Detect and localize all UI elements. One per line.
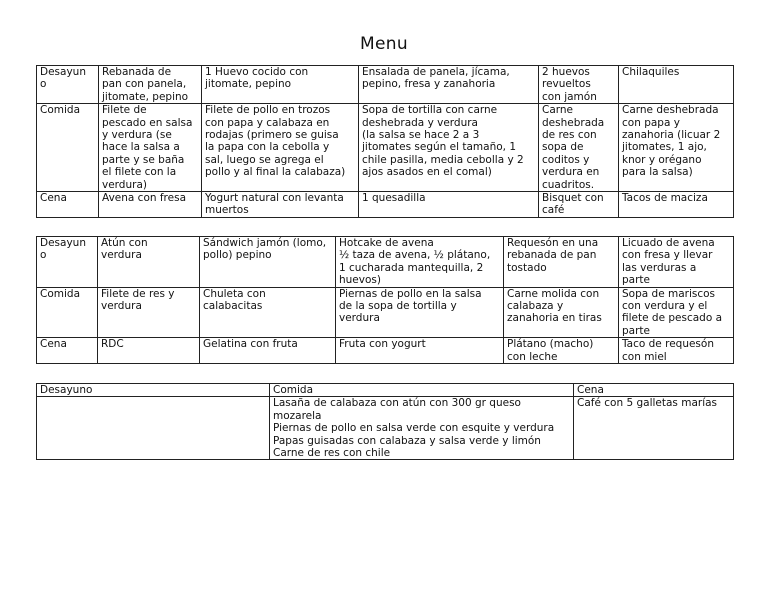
row-label-comida: Comida [37, 287, 98, 338]
row-cena [37, 338, 734, 364]
meal-cell: Sopa de tortilla con carne deshebrada y verdura (la salsa se hace 2 a 3 jitomates según el tamaño, 1 chile pasilla, media cebolla y 2 ajos asados en el comal) [359, 104, 539, 192]
meal-cell: Chilaquiles [619, 66, 734, 104]
row-label-cena: Cena [37, 338, 98, 364]
row-comida [37, 104, 734, 192]
meal-cell: Filete de res y verdura [98, 287, 200, 338]
meal-cell: Carne molida con calabaza y zanahoria en tiras [504, 287, 619, 338]
meal-cell: Carne deshebrada con papa y zanahoria (licuar 2 jitomates, 1 ajo, knor y orégano para la salsa) [619, 104, 734, 192]
row-label-comida: Comida [37, 104, 99, 192]
meal-cell: Ensalada de panela, jícama, pepino, fresa y zanahoria [359, 66, 539, 104]
meal-cell: Hotcake de avena ½ taza de avena, ½ plátano, 1 cucharada mantequilla, 2 huevos) [336, 237, 504, 288]
meal-cell: Yogurt natural con levanta muertos [202, 192, 359, 218]
meal-cell: Filete de pollo en trozos con papa y calabaza en rodajas (primero se guisa la papa con la cebolla y sal, luego se agrega el pollo y al final la calabaza) [202, 104, 359, 192]
page-title: Menu [360, 34, 408, 54]
row-desayuno [37, 237, 734, 288]
column-header-desayuno: Desayuno [37, 384, 270, 397]
meal-cell: Piernas de pollo en la salsa de la sopa de tortilla y verdura [336, 287, 504, 338]
meal-cell: Avena con fresa [99, 192, 202, 218]
row-comida [37, 287, 734, 338]
meal-cell: Tacos de maciza [619, 192, 734, 218]
meal-cell: Requesón en una rebanada de pan tostado [504, 237, 619, 288]
meal-cell: Fruta con yogurt [336, 338, 504, 364]
meal-cell: Sándwich jamón (lomo, pollo) pepino [200, 237, 336, 288]
comida-cell: Lasaña de calabaza con atún con 300 gr queso mozarela Piernas de pollo en salsa verde con esquite y verdura Papas guisadas con calabaza y salsa verde y limón Carne de res con chile [270, 397, 574, 460]
menu-table-week-1 [36, 65, 734, 218]
meal-cell: Plátano (macho) con leche [504, 338, 619, 364]
row-label-cena: Cena [37, 192, 99, 218]
meal-cell: Bisquet con café [539, 192, 619, 218]
meal-cell: 2 huevos revueltos con jamón [539, 66, 619, 104]
menu-table-options [36, 383, 734, 460]
body-row [37, 397, 734, 460]
meal-cell: 1 quesadilla [359, 192, 539, 218]
meal-cell: RDC [98, 338, 200, 364]
cena-cell: Café con 5 galletas marías [574, 397, 734, 460]
meal-cell: Sopa de mariscos con verdura y el filete de pescado a parte [619, 287, 734, 338]
meal-cell: Filete de pescado en salsa y verdura (se hace la salsa a parte y se baña el filete con la verdura) [99, 104, 202, 192]
meal-cell: Chuleta con calabacitas [200, 287, 336, 338]
row-label-desayuno: Desayun o [37, 237, 98, 288]
row-cena [37, 192, 734, 218]
meal-cell: Taco de requesón con miel [619, 338, 734, 364]
meal-cell: Licuado de avena con fresa y llevar las verduras a parte [619, 237, 734, 288]
column-header-comida: Comida [270, 384, 574, 397]
meal-cell: Carne deshebrada de res con sopa de coditos y verdura en cuadritos. [539, 104, 619, 192]
desayuno-cell [37, 397, 270, 460]
meal-cell: Rebanada de pan con panela, jitomate, pepino [99, 66, 202, 104]
row-label-desayuno: Desayun o [37, 66, 99, 104]
meal-cell: Gelatina con fruta [200, 338, 336, 364]
row-desayuno [37, 66, 734, 104]
column-header-cena: Cena [574, 384, 734, 397]
menu-table-week-2 [36, 236, 734, 364]
meal-cell: Atún con verdura [98, 237, 200, 288]
header-row [37, 384, 734, 397]
meal-cell: 1 Huevo cocido con jitomate, pepino [202, 66, 359, 104]
